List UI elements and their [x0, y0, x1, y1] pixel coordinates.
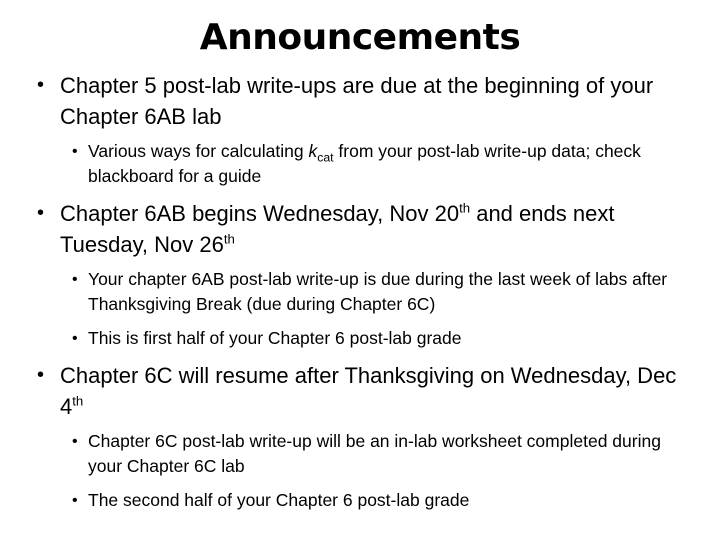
sub-list-item [60, 429, 698, 479]
bullet-icon: • [72, 492, 78, 509]
sub-item-text-pre: Various ways for calculating [88, 141, 309, 161]
sub-item-text: Chapter 6C post-lab write-up will be an in-lab worksheet completed during your Chapter 6C lab [88, 431, 661, 476]
list-item-text-a: Chapter 6C will resume after Thanksgiving on Wednesday, Dec 4 [60, 363, 677, 419]
bullet-icon: • [72, 330, 78, 347]
sub-item-text-post: from your post-lab write-up data; check blackboard for a guide [88, 141, 641, 186]
kcat-variable: k [308, 141, 318, 161]
ordinal-superscript: th [459, 200, 471, 216]
sub-item-text: The second half of your Chapter 6 post-lab grade [88, 490, 470, 510]
bullet-list [0, 70, 720, 522]
kcat-subscript: cat [317, 150, 334, 165]
sub-list-item [60, 488, 698, 513]
slide-title: Announcements [199, 17, 521, 58]
sub-bullet-list [60, 267, 698, 351]
bullet-icon: • [72, 433, 78, 450]
sub-bullet-list [60, 139, 698, 189]
ordinal-superscript: th [223, 231, 235, 247]
bullet-icon: • [37, 202, 45, 224]
bullet-icon: • [37, 74, 45, 96]
sub-list-item [60, 139, 698, 189]
list-item-text: Chapter 5 post-lab write-ups are due at the beginning of your Chapter 6AB lab [60, 73, 654, 129]
list-item [0, 198, 720, 351]
list-item [0, 360, 720, 513]
sub-item-text: Your chapter 6AB post-lab write-up is due during the last week of labs after Thanksgiving Break (due during Chapter 6C) [88, 269, 668, 314]
sub-bullet-list [60, 429, 698, 513]
bullet-icon: • [72, 143, 78, 160]
list-item-text-b: and ends next Tuesday, Nov 26 [60, 201, 615, 257]
list-item [0, 70, 720, 189]
bullet-icon: • [37, 364, 45, 386]
bullet-icon: • [72, 271, 78, 288]
sub-list-item [60, 326, 698, 351]
list-item-text-a: Chapter 6AB begins Wednesday, Nov 20 [60, 201, 460, 226]
sub-item-text: This is first half of your Chapter 6 post-lab grade [88, 328, 462, 348]
ordinal-superscript: th [72, 393, 84, 409]
sub-list-item [60, 267, 698, 317]
